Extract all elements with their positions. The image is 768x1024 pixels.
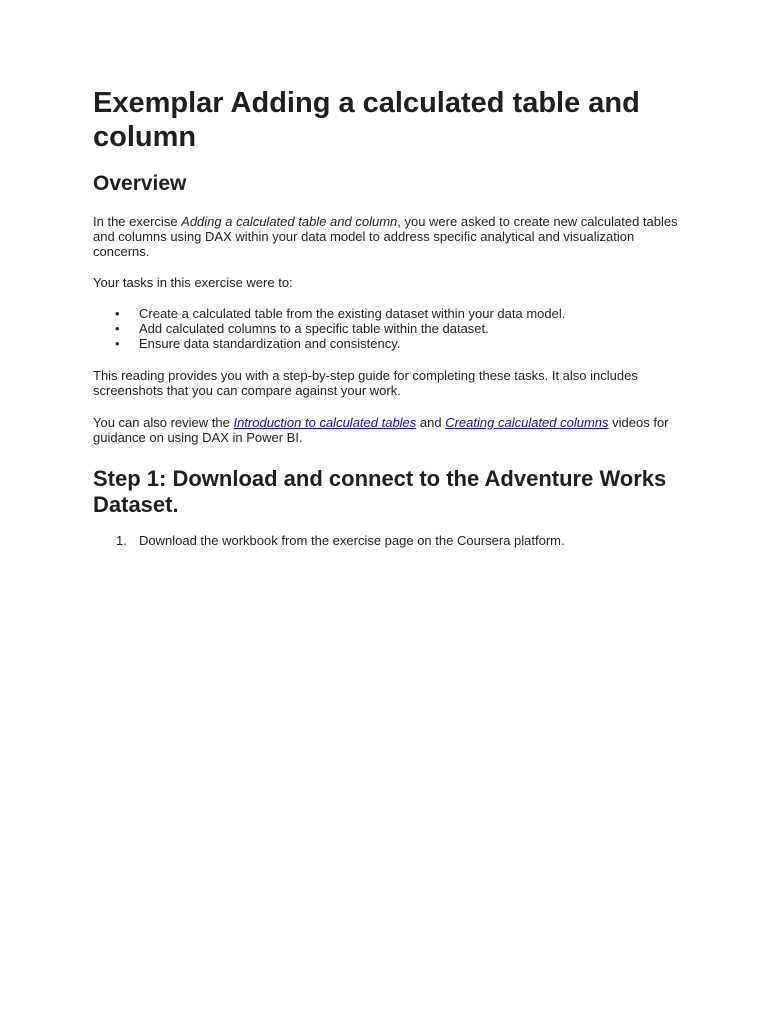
tasks-list xyxy=(93,306,683,351)
tasks-intro: Your tasks in this exercise were to: xyxy=(93,275,293,290)
review-text-mid: and xyxy=(416,415,446,430)
intro-paragraph xyxy=(93,214,683,259)
list-item-text: Create a calculated table from the existing dataset within your data model. xyxy=(139,306,566,321)
list-item xyxy=(93,306,683,321)
calculated-columns-video-link[interactable]: Creating calculated columns xyxy=(445,415,609,430)
review-paragraph xyxy=(93,415,683,445)
exercise-name: Adding a calculated table and column xyxy=(181,214,398,229)
bullet-icon: • xyxy=(115,336,120,351)
step1-list xyxy=(93,533,683,548)
list-item-text: Ensure data standardization and consistency. xyxy=(139,336,401,351)
page-title: Exemplar Adding a calculated table and column xyxy=(93,87,640,153)
list-item-text: Download the workbook from the exercise page on the Coursera platform. xyxy=(139,533,565,548)
bullet-icon: • xyxy=(115,321,120,336)
step1-heading: Step 1: Download and connect to the Adventure Works Dataset. xyxy=(93,466,667,517)
list-item xyxy=(93,321,683,336)
list-item xyxy=(93,533,683,548)
calculated-tables-video-link[interactable]: Introduction to calculated tables xyxy=(233,415,417,430)
intro-text-end: , you were asked to create new calculated tables and columns using DAX within your data model to address specific analytical and visualization concerns. xyxy=(93,214,678,259)
list-item xyxy=(93,336,683,351)
list-item-text: Add calculated columns to a specific table within the dataset. xyxy=(139,321,489,336)
review-text-start: You can also review the xyxy=(93,415,234,430)
intro-text-start: In the exercise xyxy=(93,214,182,229)
overview-heading: Overview xyxy=(93,172,187,195)
reading-paragraph: This reading provides you with a step-by-step guide for completing these tasks. It also includes screenshots that you can compare against your work. xyxy=(93,368,638,398)
list-item-number: 1. xyxy=(116,533,127,548)
bullet-icon: • xyxy=(115,306,120,321)
document-page xyxy=(93,86,683,548)
review-text-end: videos for guidance on using DAX in Power BI. xyxy=(93,415,669,445)
